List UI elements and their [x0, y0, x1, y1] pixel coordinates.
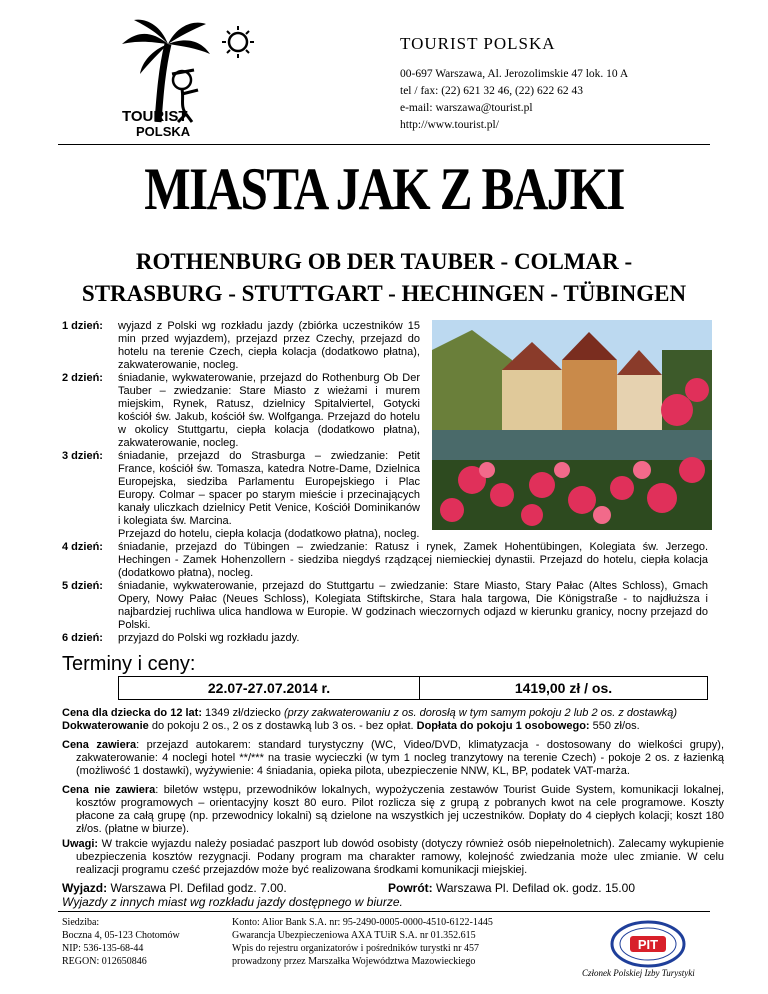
price-excludes	[62, 784, 724, 836]
footer-regon: REGON: 012650846	[62, 956, 147, 967]
notes-label: Uwagi:	[62, 838, 99, 850]
price-value: 1419,00 zł / os.	[420, 677, 708, 700]
day-5-label: 5 dzień:	[62, 580, 103, 592]
subtitle-line-2: STRASBURG - STUTTGART - HECHINGEN - TÜBINGEN	[81, 281, 687, 306]
logo-text-polska: POLSKA	[136, 124, 191, 139]
phone: tel / fax: (22) 621 32 46, (22) 622 62 43	[400, 85, 584, 97]
email: e-mail: warszawa@tourist.pl	[400, 102, 533, 114]
page-title: MIASTA JAK Z BAJKI	[144, 156, 624, 222]
day-3-text-cont: Przejazd do hotelu, ciepła kolacja (dodatkowo płatna), nocleg.	[118, 528, 420, 540]
day-4-text: śniadanie, przejazd do Tübingen – zwiedzanie: Ratusz i rynek, Zamek Hohentübingen, Kolegiata św. Jerzego. Hechingen - Zamek Hohenzollern - siedziba niegdyś rządzącej niemieckiej dynastii. Przejazd do hotelu, ciepła kolacja (dodatkowo płatna), nocleg.	[118, 541, 708, 579]
footer-nip: NIP: 536-135-68-44	[62, 943, 144, 954]
pit-logo-text: PIT	[637, 937, 659, 952]
footer-left	[62, 916, 180, 968]
day-6-text: przyjazd do Polski wg rozkładu jazdy.	[118, 632, 300, 644]
includes-text: : przejazd autokarem: standard turystyczny (WC, Video/DVD, klimatyzacja - dostosowany do wielkości grupy), zakwaterowanie: 4 noclegi hotel **/*** na trasie wycieczki (w tym 1 nocleg tranzytowy na terenie Czech) - pokoje 2 os. z łazienką (możliwość 1 dostawki), wyżywienie: 4 śniadania, opieka pilota, ubezpieczenie NNW, KL, BP, podatek VAT-marża.	[76, 739, 724, 777]
excludes-label: Cena nie zawiera	[62, 784, 156, 796]
day-6-label: 6 dzień:	[62, 632, 103, 644]
table-row	[119, 677, 708, 700]
contact-block	[400, 66, 628, 134]
price-date: 22.07-27.07.2014 r.	[119, 677, 420, 700]
terms-heading: Terminy i ceny:	[62, 653, 196, 675]
price-table	[118, 676, 708, 700]
departure-value: Warszawa Pl. Defilad godz. 7.00.	[107, 881, 287, 895]
logo-text-tourist: TOURIST	[122, 108, 188, 125]
child-price	[62, 707, 710, 720]
single-room-value: 550 zł/os.	[589, 720, 640, 732]
day-1-label: 1 dzień:	[62, 320, 103, 332]
website-link[interactable]: http://www.tourist.pl/	[400, 119, 499, 131]
footer-divider	[58, 911, 710, 912]
footer-registry: Wpis do rejestru organizatorów i pośredników turystki nr 457	[232, 943, 479, 954]
company-name: TOURIST POLSKA	[400, 34, 556, 53]
day-3-text: śniadanie, przejazd do Strasburga – zwiedzanie: Petit France, kościół św. Tomasza, katedra Notre-Dame, Dzielnica Europejska, siedziba Parlamentu Europejskiego i Plac Europy. Colmar – spacer po starym mieście i przecinających kanały uliczkach dzielnicy Petit Venice, Kościół Dominikanów i kolegiata św. Marcina.	[118, 450, 420, 527]
member-caption: Członek Polskiej Izby Turystyki	[582, 968, 695, 978]
price-includes	[62, 739, 724, 778]
day-2-label: 2 dzień:	[62, 372, 103, 384]
day-4-label: 4 dzień:	[62, 541, 103, 553]
footer-middle	[232, 916, 493, 968]
pit-logo	[608, 920, 688, 972]
notes	[62, 838, 724, 877]
header-divider	[58, 144, 710, 145]
other-cities: Wyjazdy z innych miast wg rozkładu jazdy dostępnego w biurze.	[62, 895, 403, 909]
day-5-text: śniadanie, wykwaterowanie, przejazd do Stuttgartu – zwiedzanie: Stare Miasto, Stary Pałac (Altes Schloss), Gmach Opery, Nowy Pałac (Neues Schloss), Kolegiata Stiftskirche, Stara hala targowa, Die Königstraße - to najdłuższa i najbardziej ruchliwa ulica handlowa w Europie. W godzinach wieczornych odjazd w kierunku granicy, nocny przejazd do Polski.	[118, 580, 708, 631]
footer-bank-account: Konto: Alior Bank S.A. nr: 95-2490-0005-0000-4510-6122-1445	[232, 917, 493, 928]
notes-text: W trakcie wyjazdu należy posiadać paszport lub dowód osobisty (dotyczy również osób niepełnoletnich). Zalecamy wykupienie ubezpieczenia kosztów rezygnacji. Podany program ma charakter ramowy, kolejność zwiedzania może ulec zmianie. W celu realizacji programu cześć przejazdów może być realizowana środkami komunikacji miejskiej.	[76, 838, 724, 876]
return-value: Warszawa Pl. Defilad ok. godz. 15.00	[432, 881, 635, 895]
excludes-text: : biletów wstępu, przewodników lokalnych, wypożyczenia zestawów Tourist Guide System, komunikacji lokalnej, kosztów programowych – orientacyjny koszt 80 euro. Pilot rozlicza się z grupą z pobranych kwot na cele programowe. Koszty płacone za całą grupę (np. przewodnicy lokalni) są dzielone na wszystkich jej uczestników. Dopłaty do 4 ciepłych kolacji; koszt 180 zł/os. (płatne w biurze).	[76, 784, 724, 835]
address: 00-697 Warszawa, Al. Jerozolimskie 47 lok. 10 A	[400, 68, 629, 80]
child-price-value: 1349 zł/dziecko	[202, 707, 284, 719]
footer-registry-authority: prowadzony przez Marszałka Województwa Mazowieckiego	[232, 956, 476, 967]
return-label: Powrót:	[388, 881, 433, 895]
colmar-photo	[432, 320, 712, 530]
day-2-text: śniadanie, wykwaterowanie, przejazd do Rothenburg Ob Der Tauber – zwiedzanie: Stare Miasto z wieżami i murem miejskim, Rynek, Ratusz, dzielnicy Spitalviertel, Gotycki kościół św. Jakub, kościół św. Wolfganga. Przejazd do hotelu w okolicy Stuttgartu, ciepła kolacja (dodatkowo płatna), zakwaterowanie, nocleg.	[118, 372, 420, 449]
includes-label: Cena zawiera	[62, 739, 137, 751]
extra-accom-text: do pokoju 2 os., 2 os z dostawką lub 3 os. - bez opłat.	[148, 720, 417, 732]
return	[388, 882, 708, 895]
child-price-note: (przy zakwaterowaniu z os. dorosłą w tym samym pokoju 2 lub 2 os. z dostawką)	[283, 707, 678, 719]
footer-hq-label: Siedziba:	[62, 917, 100, 928]
footer-hq-address: Boczna 4, 05-123 Chotomów	[62, 930, 180, 941]
single-room-label: Dopłata do pokoju 1 osobowego:	[416, 720, 590, 732]
child-price-label: Cena dla dziecka do 12 lat:	[62, 707, 202, 719]
footer-insurance: Gwarancja Ubezpieczeniowa AXA TUiR S.A. nr 01.352.615	[232, 930, 476, 941]
subtitle-line-1: ROTHENBURG OB DER TAUBER - COLMAR -	[135, 249, 633, 274]
extra-accom-label: Dokwaterowanie	[62, 720, 149, 732]
departure-label: Wyjazd:	[62, 881, 108, 895]
tourist-polska-logo	[100, 14, 270, 144]
day-3-label: 3 dzień:	[62, 450, 103, 462]
day-1-text: wyjazd z Polski wg rozkładu jazdy (zbiórka uczestników 15 min przed wyjazdem), przejazd przez Czechy, przejazd do hotelu na terenie Czech, ciepła kolacja (dodatkowo płatna), zakwaterowanie, nocleg.	[118, 320, 420, 371]
extra-accommodation	[62, 720, 710, 733]
